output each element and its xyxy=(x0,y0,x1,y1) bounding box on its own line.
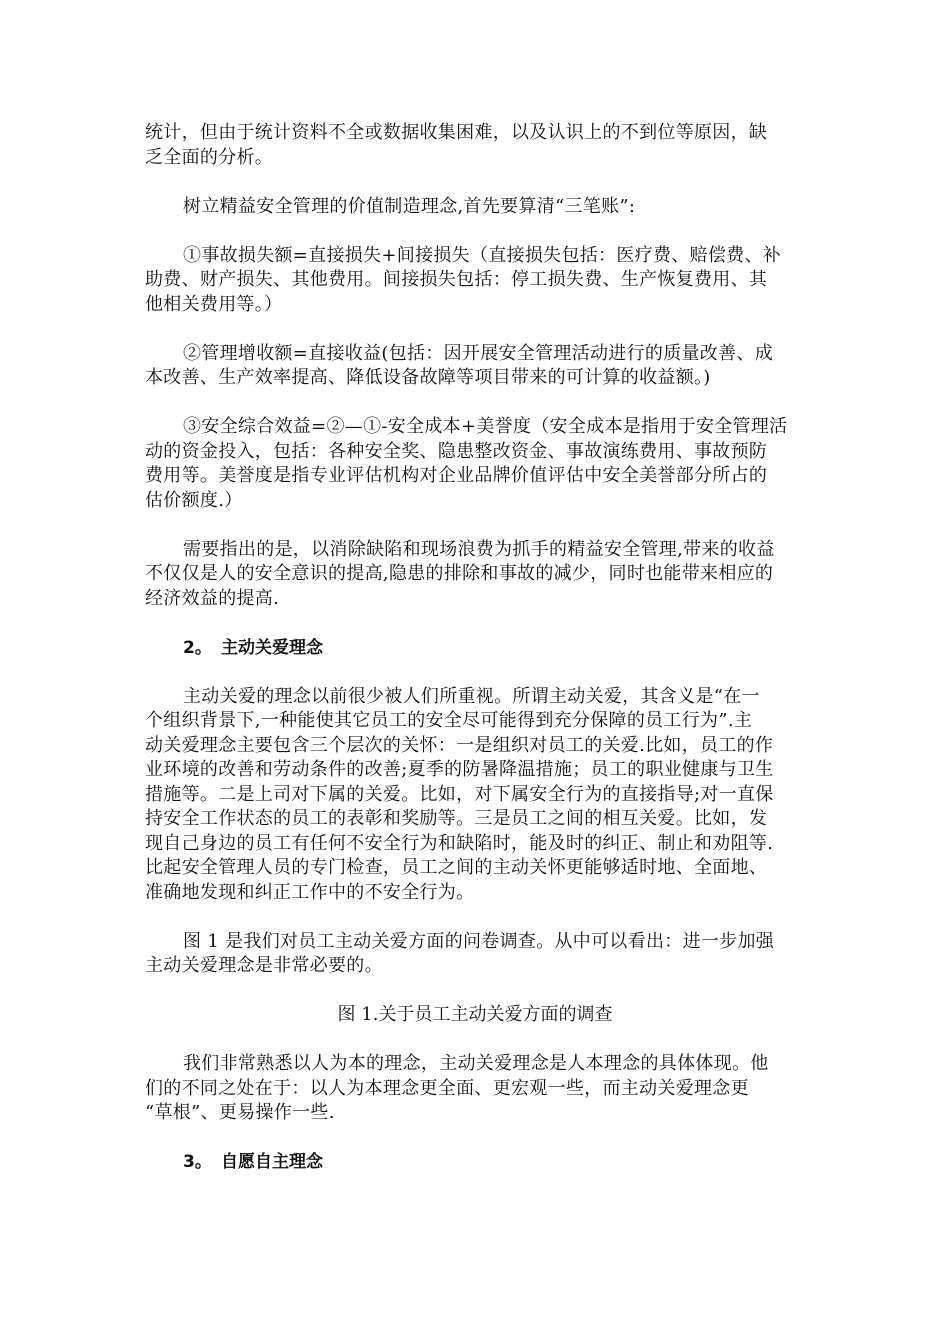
section-title: 主动关爱理念 xyxy=(221,637,323,658)
section-number: 3。 xyxy=(183,1152,212,1172)
paragraph-item-3: ③安全综合效益=②—①-安全成本+美誉度（安全成本是指用于安全管理活 动的资金投入，包括：各种安全奖、隐患整改资金、事故演练费用、事故预防 费用等。美誉度是指专业评估机构对企业品牌价值评估中安全美誉部分所占的 估价额度.） xyxy=(145,416,788,511)
section-heading-3 xyxy=(145,1150,805,1175)
section-number: 2。 xyxy=(183,637,212,658)
paragraph-note: 需要指出的是，以消除缺陷和现场浪费为抓手的精益安全管理,带来的收益 不仅仅是人的安全意识的提高,隐患的排除和事故的减少，同时也能带来相应的 经济效益的提高. xyxy=(145,538,775,609)
paragraph-care: 主动关爱的理念以前很少被人们所重视。所谓主动关爱，其含义是“在一 个组织背景下,一种能使其它员工的安全尽可能得到充分保障的员工行为”.主 动关爱理念主要包含三个层次的关怀：一是组织对员工的关爱.比如，员工的作 业环境的改善和劳动条件的改善;夏季的防暑降温措施；员工的职业健康与卫生 措施等。二是上司对下属的关爱。比如，对下属安全行为的直接指导;对一直保 持安全工作状态的员工的表彰和奖励等。三是员工之间的相互关爱。比如，发 现自己身边的员工有任何不安全行为和缺陷时，能及时的纠正、制止和劝阻等. 比起安全管理人员的专门检查，员工之间的主动关怀更能够适时地、全面地、 准确地发现和纠正工作中的不安全行为。 xyxy=(145,685,774,903)
paragraph-intro-continuation: 统计，但由于统计资料不全或数据收集困难，以及认识上的不到位等原因，缺 乏全面的分析。 xyxy=(145,122,768,168)
paragraph-people-oriented: 我们非常熟悉以人为本的理念，主动关爱理念是人本理念的具体体现。他 们的不同之处在于：以人为本理念更全面、更宏观一些，而主动关爱理念更 “草根”、更易操作一些. xyxy=(145,1053,769,1123)
figure-caption: 图 1.关于员工主动关爱方面的调查 xyxy=(337,1004,613,1025)
section-heading-2 xyxy=(145,636,805,661)
paragraph-three-accounts: 树立精益安全管理的价值制造理念,首先要算清“三笔账”: xyxy=(183,195,636,217)
paragraph-item-1: ①事故损失额=直接损失+间接损失（直接损失包括：医疗费、赔偿费、补 助费、财产损失、其他费用。间接损失包括：停工损失费、生产恢复费用、其 他相关费用等。） xyxy=(145,244,782,315)
paragraph-figure-reference: 图 1 是我们对员工主动关爱方面的问卷调查。从中可以看出：进一步加强 主动关爱理念是非常必要的。 xyxy=(145,930,775,976)
document-page xyxy=(145,121,805,1199)
section-title: 自愿自主理念 xyxy=(221,1152,323,1172)
paragraph-item-2: ②管理增收额=直接收益(包括：因开展安全管理活动进行的质量改善、成 本改善、生产效率提高、降低设备故障等项目带来的可计算的收益额。) xyxy=(145,342,774,388)
